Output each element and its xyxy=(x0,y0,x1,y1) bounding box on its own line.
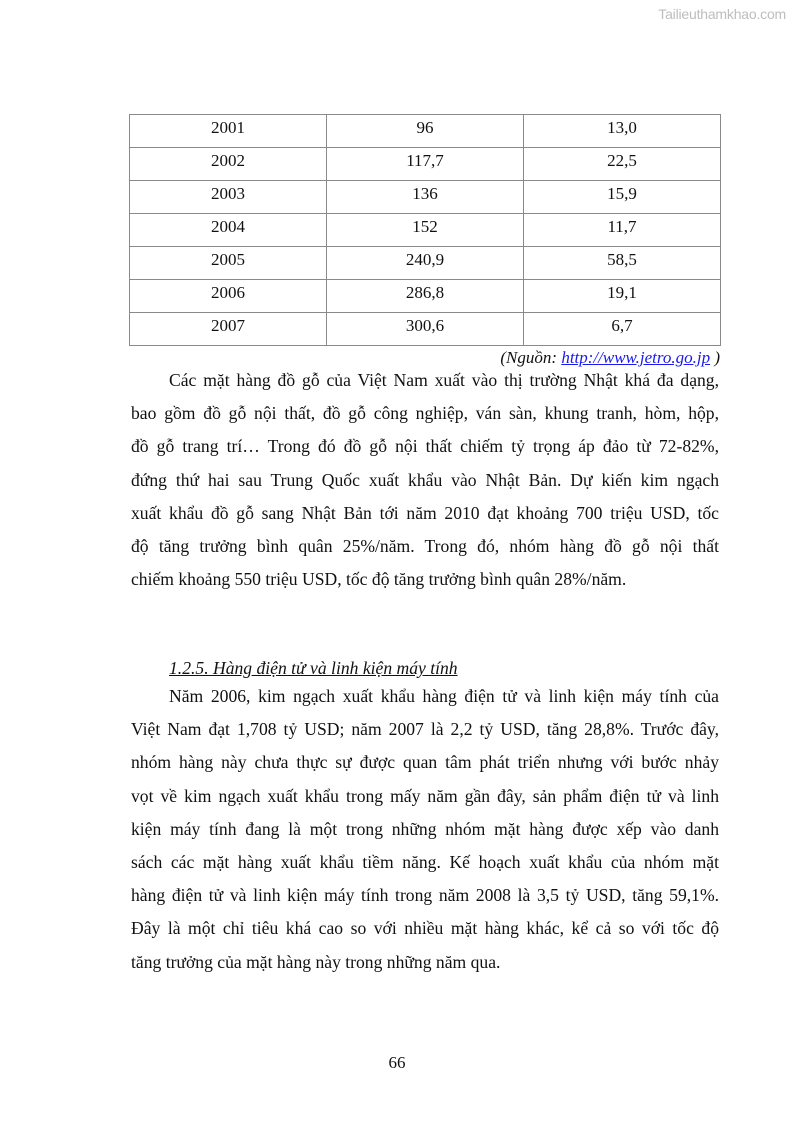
paragraph-line: đứng thứ hai sau Trung Quốc xuất khẩu vào Nhật Bản. Dự kiến kim ngạch xyxy=(131,469,719,490)
paragraph-line: Việt Nam đạt 1,708 tỷ USD; năm 2007 là 2,2 tỷ USD, tăng 28,8%. Trước đây, xyxy=(131,719,719,740)
value-cell: 286,8 xyxy=(327,280,524,313)
paragraph-line: đồ gỗ trang trí… Trong đó đồ gỗ nội thất chiếm tỷ trọng áp đảo từ 72-82%, xyxy=(131,436,719,457)
paragraph-line: xuất khẩu đồ gỗ sang Nhật Bản tới năm 2010 đạt khoảng 700 triệu USD, tốc xyxy=(131,502,719,523)
year-cell: 2001 xyxy=(130,115,327,148)
growth-cell: 6,7 xyxy=(524,313,721,346)
table-row xyxy=(130,214,721,247)
watermark: Tailieuthamkhao.com xyxy=(658,6,786,22)
year-cell: 2007 xyxy=(130,313,327,346)
table-row xyxy=(130,148,721,181)
paragraph-line: sách các mặt hàng xuất khẩu tiềm năng. Kế hoạch xuất khẩu của nhóm mặt xyxy=(131,852,719,873)
source-suffix: ) xyxy=(710,348,720,367)
table-row xyxy=(130,280,721,313)
paragraph-line: vọt về kim ngạch xuất khẩu trong mấy năm gần đây, sản phẩm điện tử và linh xyxy=(131,785,719,806)
paragraph-line: tăng trưởng của mặt hàng này trong những năm qua. xyxy=(131,951,501,972)
table-row xyxy=(130,115,721,148)
paragraph-line: Năm 2006, kim ngạch xuất khẩu hàng điện tử và linh kiện máy tính của xyxy=(169,686,719,706)
value-cell: 300,6 xyxy=(327,313,524,346)
year-cell: 2006 xyxy=(130,280,327,313)
paragraph-line: hàng điện tử và linh kiện máy tính trong năm 2008 là 3,5 tỷ USD, tăng 59,1%. xyxy=(131,885,719,906)
page-number: 66 xyxy=(388,1053,406,1072)
paragraph-line: Đây là một chỉ tiêu khá cao so với nhiều mặt hàng khác, kể cả so với tốc độ xyxy=(131,918,719,939)
paragraph-line: kiện máy tính đang là một trong những nhóm mặt hàng được xếp vào danh xyxy=(131,818,719,839)
paragraph-line: chiếm khoảng 550 triệu USD, tốc độ tăng trưởng bình quân 28%/năm. xyxy=(131,569,627,590)
growth-cell: 13,0 xyxy=(524,115,721,148)
source-prefix: (Nguồn: xyxy=(500,348,562,367)
source-link[interactable]: http://www.jetro.go.jp xyxy=(561,348,711,367)
paragraph-line: bao gồm đồ gỗ nội thất, đồ gỗ công nghiệp, ván sàn, khung tranh, hòm, hộp, xyxy=(131,403,719,424)
value-cell: 96 xyxy=(327,115,524,148)
paragraph-line: độ tăng trưởng bình quân 25%/năm. Trong đó, nhóm hàng đồ gỗ nội thất xyxy=(131,536,719,557)
growth-cell: 58,5 xyxy=(524,247,721,280)
value-cell: 152 xyxy=(327,214,524,247)
growth-cell: 22,5 xyxy=(524,148,721,181)
year-cell: 2004 xyxy=(130,214,327,247)
paragraph-line: nhóm hàng này chưa thực sự được quan tâm phát triển nhưng với bước nhảy xyxy=(131,752,719,773)
paragraph-wood-exports xyxy=(131,364,719,596)
value-cell: 240,9 xyxy=(327,247,524,280)
paragraph-line: Các mặt hàng đồ gỗ của Việt Nam xuất vào thị trường Nhật khá đa dạng, xyxy=(169,370,719,390)
growth-cell: 15,9 xyxy=(524,181,721,214)
year-cell: 2005 xyxy=(130,247,327,280)
export-data-table xyxy=(129,114,721,346)
value-cell: 117,7 xyxy=(327,148,524,181)
table-row xyxy=(130,247,721,280)
paragraph-electronics xyxy=(131,680,719,979)
section-heading: 1.2.5. Hàng điện tử và linh kiện máy tính xyxy=(169,658,458,678)
year-cell: 2002 xyxy=(130,148,327,181)
growth-cell: 11,7 xyxy=(524,214,721,247)
year-cell: 2003 xyxy=(130,181,327,214)
table-row xyxy=(130,313,721,346)
growth-cell: 19,1 xyxy=(524,280,721,313)
value-cell: 136 xyxy=(327,181,524,214)
table-row xyxy=(130,181,721,214)
